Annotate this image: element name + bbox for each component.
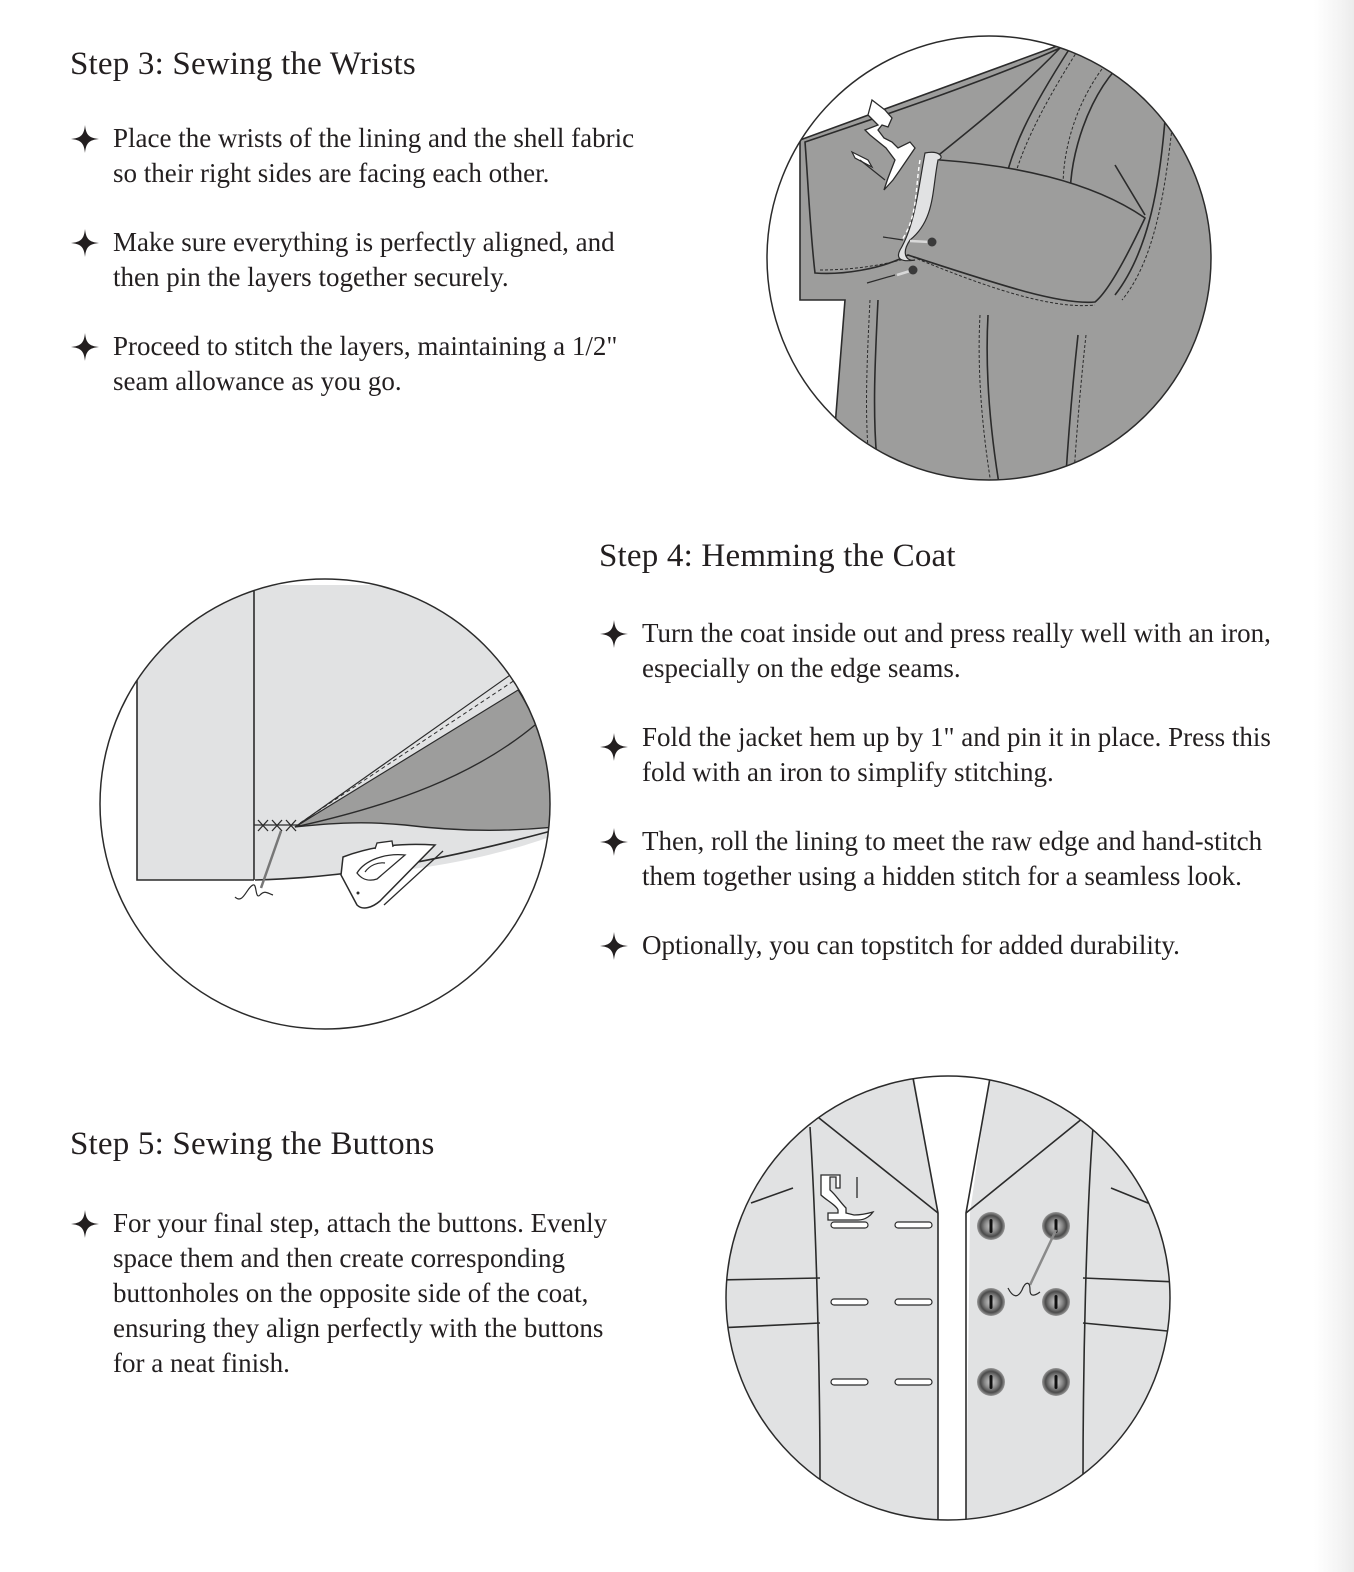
bullet-text: Fold the jacket hem up by 1" and pin it in place. Press this fold with an iron to simplify stitching. <box>642 722 1271 787</box>
four-point-star-icon <box>70 124 100 154</box>
button-icon <box>1042 1212 1070 1240</box>
four-point-star-icon <box>599 619 629 649</box>
bullet-text: Place the wrists of the lining and the shell fabric so their right sides are facing each other. <box>113 123 635 188</box>
list-item <box>70 225 650 295</box>
step-4-title: Step 4: Hemming the Coat <box>599 538 956 574</box>
four-point-star-icon <box>599 827 629 857</box>
four-point-star-icon <box>599 931 629 961</box>
four-point-star-icon <box>70 228 100 258</box>
list-item <box>599 928 1319 963</box>
coat-hem-illustration <box>95 575 555 1035</box>
list-item <box>599 720 1319 790</box>
button-icon <box>977 1368 1005 1396</box>
step-3-title: Step 3: Sewing the Wrists <box>70 46 416 82</box>
step-5-bullet-list <box>70 1206 630 1381</box>
button-icon <box>977 1288 1005 1316</box>
list-item <box>599 616 1319 686</box>
list-item <box>70 1206 630 1381</box>
button-icon <box>977 1212 1005 1240</box>
button-icon <box>1042 1288 1070 1316</box>
list-item <box>599 824 1319 894</box>
step-4-bullet-list <box>599 616 1319 963</box>
button-icon <box>1042 1368 1070 1396</box>
bullet-text: Turn the coat inside out and press really well with an iron, especially on the edge seams. <box>642 618 1271 683</box>
step-3-bullet-list <box>70 121 650 399</box>
bullet-text: Proceed to stitch the layers, maintaining a 1/2" seam allowance as you go. <box>113 331 618 396</box>
buttons-illustration-content <box>718 1070 1178 1530</box>
step-4-section <box>599 536 1319 997</box>
page-edge-shadow <box>1314 0 1354 1572</box>
bullet-text: Optionally, you can topstitch for added durability. <box>642 930 1180 960</box>
step-5-title: Step 5: Sewing the Buttons <box>70 1126 435 1162</box>
four-point-star-icon <box>599 732 629 762</box>
bullet-text: For your final step, attach the buttons. Evenly space them and then create corresponding buttonholes on the opposite side of the coat, ensuring they align perfectly with the buttons for a neat finish. <box>113 1208 608 1378</box>
sleeve-wrist-sewing-illustration <box>760 30 1220 490</box>
list-item <box>70 329 650 399</box>
bullet-text: Make sure everything is perfectly aligned, and then pin the layers together securely. <box>113 227 615 292</box>
hem-illustration-content <box>95 575 555 1035</box>
step-5-section <box>70 1124 630 1381</box>
coat-buttons-illustration <box>718 1070 1178 1530</box>
list-item <box>70 121 650 191</box>
four-point-star-icon <box>70 332 100 362</box>
step-3-section <box>70 44 650 433</box>
four-point-star-icon <box>70 1209 100 1239</box>
bullet-text: Then, roll the lining to meet the raw edge and hand-stitch them together using a hidden stitch for a seamless look. <box>642 826 1263 891</box>
